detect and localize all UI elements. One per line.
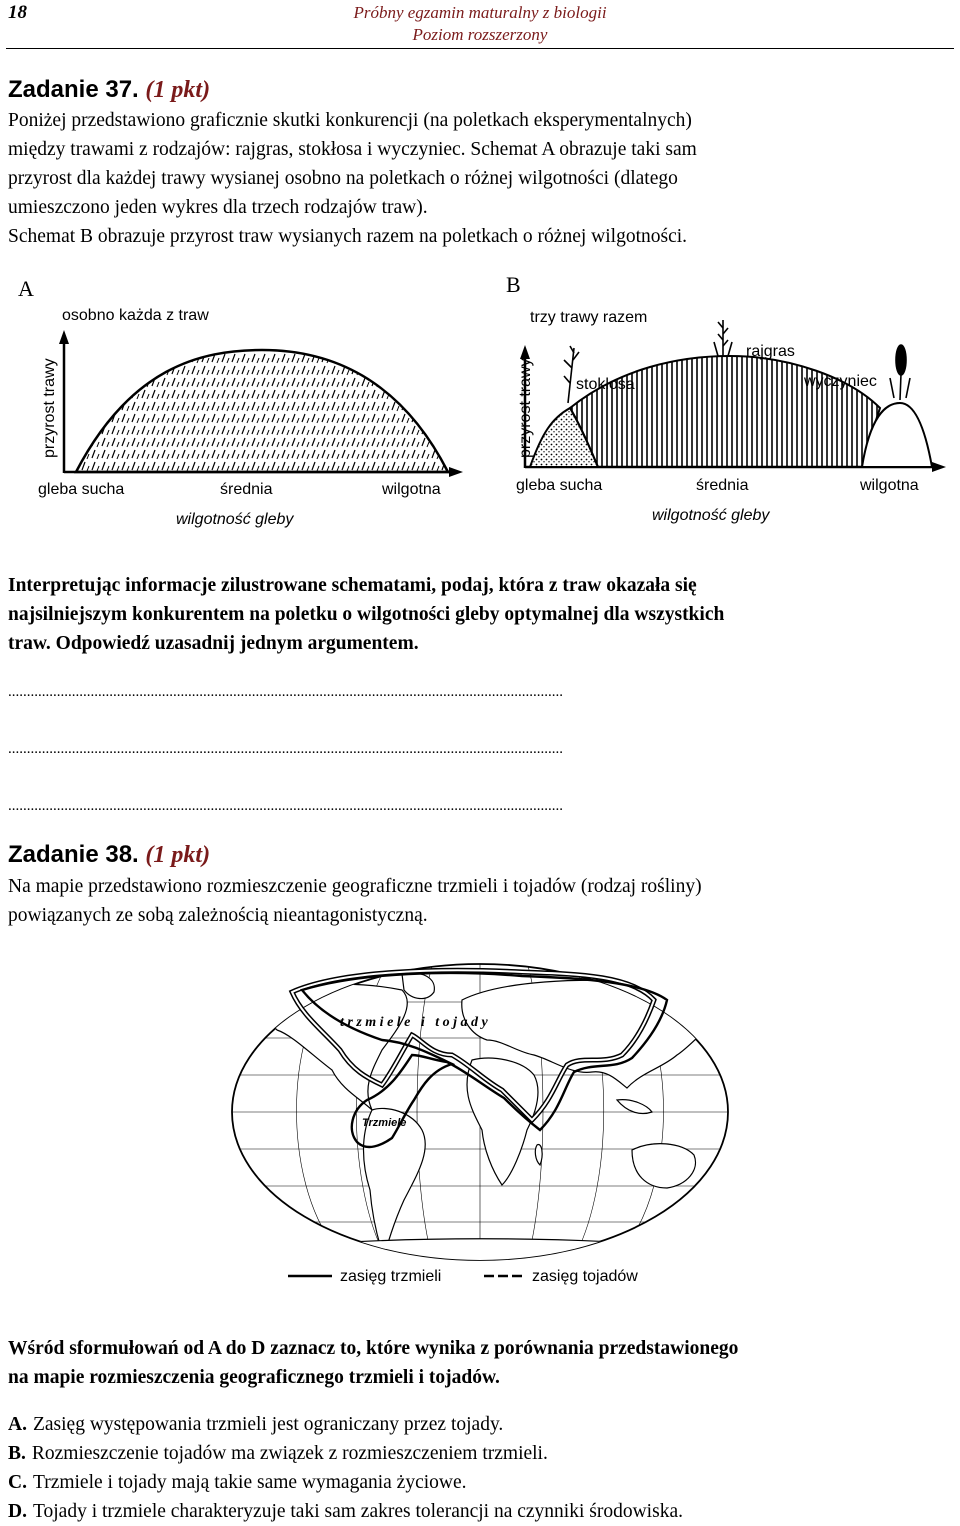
task38-heading	[8, 841, 210, 869]
answer-line[interactable]: ....................................................................................................................................................	[8, 684, 563, 700]
option-letter: C.	[8, 1472, 27, 1493]
task38-question-line: na mapie rozmieszczenia geograficznego trzmieli i tojadów.	[8, 1367, 500, 1388]
option-letter: A.	[8, 1414, 27, 1435]
option-d[interactable]	[8, 1497, 683, 1526]
diagram-b-label-rajgras: rajgras	[746, 343, 795, 360]
task38-points: (1 pkt)	[145, 842, 211, 868]
task37-question-line: traw. Odpowiedź uzasadnij jednym argumentem.	[8, 633, 419, 654]
option-c[interactable]	[8, 1468, 467, 1497]
option-a[interactable]	[8, 1410, 503, 1439]
option-text: Trzmiele i tojady mają takie same wymagania życiowe.	[32, 1472, 467, 1493]
option-text: Tojady i trzmiele charakteryzuje taki sam zakres tolerancji na czynniki środowiska.	[32, 1501, 683, 1522]
map-label-trzmiele-tojady: t r z m i e l e i t o j a d y	[340, 1015, 488, 1030]
diagram-a-ylabel: przyrost trawy	[41, 358, 58, 458]
diagram-b-x-arrow	[932, 462, 946, 472]
diagram-a-caption: osobno każda z traw	[62, 307, 209, 324]
world-map	[222, 960, 742, 1290]
task37-points: (1 pkt)	[145, 77, 211, 103]
diagram-b-ylabel: przyrost trawy	[517, 358, 534, 458]
task37-intro	[8, 106, 954, 251]
diagram-b-tick-medium: średnia	[696, 477, 749, 494]
diagram-b-tick-wet: wilgotna	[860, 477, 919, 494]
option-letter: B.	[8, 1443, 26, 1464]
option-b[interactable]	[8, 1439, 548, 1468]
header-divider	[6, 48, 954, 49]
diagram-a-tick-medium: średnia	[220, 481, 273, 498]
diagram-b-letter: B	[506, 272, 521, 297]
task37-intro-line: Schemat B obrazuje przyrost traw wysianych razem na poletkach o różnej wilgotności.	[8, 226, 688, 247]
diagram-a-tick-dry: gleba sucha	[38, 481, 125, 498]
task37-question-line: Interpretując informacje zilustrowane schematami, podaj, która z traw okazała się	[8, 575, 697, 596]
task38-question	[8, 1334, 954, 1392]
legend-trzmiele-label: zasięg trzmieli	[340, 1268, 442, 1285]
task37-intro-line: Poniżej przedstawiono graficznie skutki konkurencji (na poletkach eksperymentalnych)	[8, 110, 692, 131]
diagram-a-x-arrow	[449, 467, 463, 477]
answer-line[interactable]: ....................................................................................................................................................	[8, 798, 563, 814]
task38-intro-line: powiązanych ze sobą zależnością nieantagonistyczną.	[8, 905, 428, 926]
page-header-title	[0, 2, 960, 46]
option-text: Zasięg występowania trzmieli jest ograniczany przez tojady.	[32, 1414, 504, 1435]
answer-line[interactable]: ....................................................................................................................................................	[8, 741, 563, 757]
task38-title: Zadanie 38.	[8, 841, 139, 868]
option-text: Rozmieszczenie tojadów ma związek z rozmieszczeniem trzmieli.	[31, 1443, 548, 1464]
header-title-line1: Próbny egzamin maturalny z biologii	[353, 3, 607, 22]
diagram-b-tick-dry: gleba sucha	[516, 477, 603, 494]
wyczyniec-plant-icon	[890, 345, 910, 400]
rajgras-plant-icon	[714, 320, 732, 356]
diagram-b-caption: trzy trawy razem	[530, 309, 648, 326]
diagram-b-label-wyczyniec: wyczyniec	[804, 373, 877, 390]
task37-question	[8, 571, 954, 658]
task37-intro-line: umieszczono jeden wykres dla trzech rodzajów traw).	[8, 197, 428, 218]
task37-title: Zadanie 37.	[8, 76, 139, 103]
diagram-b-label-stoklosa: stokłosa	[576, 376, 635, 393]
diagram-b-xlabel: wilgotność gleby	[652, 507, 770, 524]
diagram-a	[0, 268, 470, 538]
diagram-a-letter: A	[18, 276, 34, 301]
stoklosa-plant-icon	[564, 346, 579, 403]
task37-intro-line: między trawami z rodzajów: rajgras, stokłosa i wyczyniec. Schemat A obrazuje taki sam	[8, 139, 697, 160]
diagram-b	[480, 268, 950, 538]
task38-intro-line: Na mapie przedstawiono rozmieszczenie geograficzne trzmieli i tojadów (rodzaj rośliny)	[8, 876, 702, 897]
task38-intro	[8, 872, 954, 930]
page-number: 18	[8, 2, 27, 23]
diagram-a-tick-wet: wilgotna	[382, 481, 441, 498]
legend-tojady-label: zasięg tojadów	[532, 1268, 638, 1285]
option-letter: D.	[8, 1501, 27, 1522]
header-title-line2: Poziom rozszerzony	[412, 25, 548, 44]
diagram-a-y-arrow	[59, 330, 69, 344]
task37-heading	[8, 76, 210, 104]
task38-question-line: Wśród sformułowań od A do D zaznacz to, które wynika z porównania przedstawionego	[8, 1338, 739, 1359]
diagram-a-growth-curve	[76, 350, 448, 472]
task37-question-line: najsilniejszym konkurentem na poletku o wilgotności gleby optymalnej dla wszystkich	[8, 604, 725, 625]
map-label-trzmiele: Trzmiele	[362, 1117, 407, 1129]
diagram-b-y-arrow	[520, 345, 530, 359]
diagram-a-xlabel: wilgotność gleby	[176, 511, 294, 528]
task37-intro-line: przyrost dla każdej trawy wysianej osobno na poletkach o różnej wilgotności (dlatego	[8, 168, 678, 189]
map-legend	[280, 1262, 680, 1292]
